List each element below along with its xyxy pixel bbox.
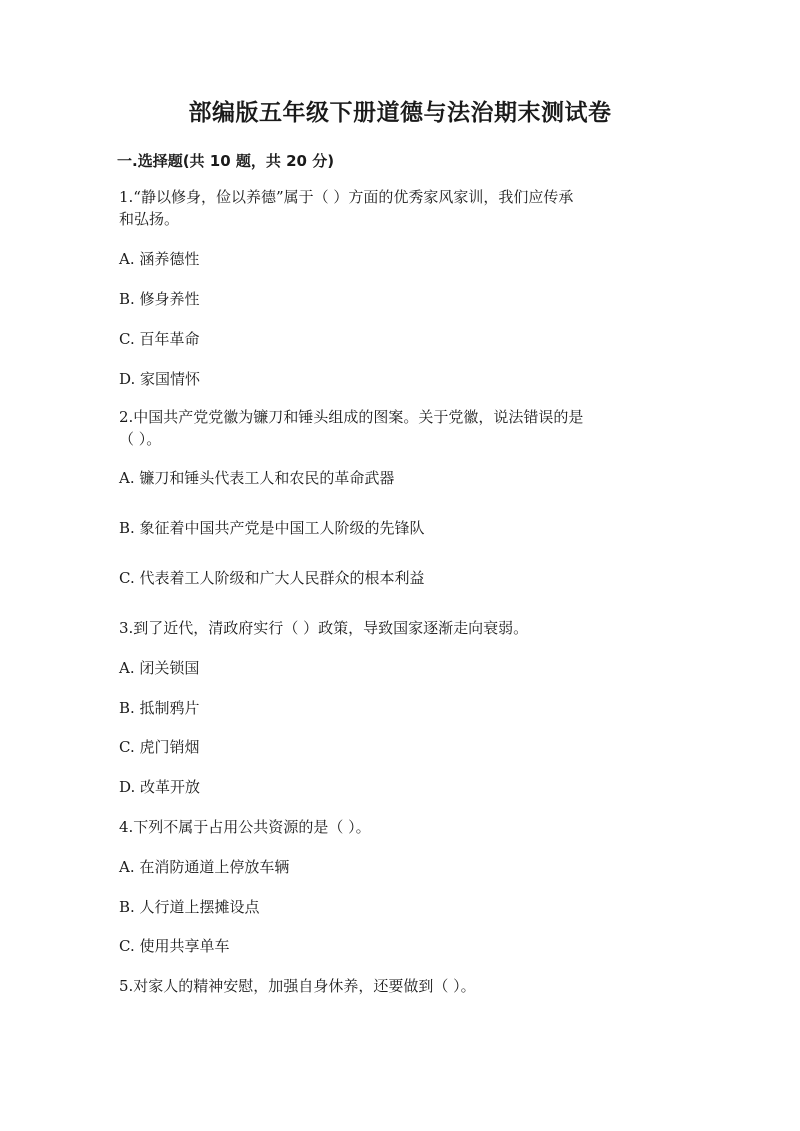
question-1-option-c: C. 百年革命 xyxy=(119,330,200,348)
question-4-stem: 4.下列不属于占用公共资源的是（ ）。 xyxy=(119,818,371,836)
question-1-stem-line1: 1.“静以修身，俭以养德”属于（ ）方面的优秀家风家训，我们应传承 xyxy=(119,188,574,206)
question-2-option-c: C. 代表着工人阶级和广大人民群众的根本利益 xyxy=(119,569,425,587)
question-1-option-a: A. 涵养德性 xyxy=(119,250,200,268)
question-3-stem: 3.到了近代，清政府实行（ ）政策，导致国家逐渐走向衰弱。 xyxy=(119,619,529,637)
question-4-option-c: C. 使用共享单车 xyxy=(119,937,230,955)
question-2-stem-line2: （ ）。 xyxy=(119,430,162,448)
question-5-stem: 5.对家人的精神安慰，加强自身休养，还要做到（ ）。 xyxy=(119,977,476,995)
section-heading: 一.选择题(共 10 题，共 20 分) xyxy=(117,152,335,170)
question-2-stem-line1: 2.中国共产党党徽为镰刀和锤头组成的图案。关于党徽，说法错误的是 xyxy=(119,408,584,426)
question-3-option-d: D. 改革开放 xyxy=(119,778,201,796)
question-3-option-b: B. 抵制鸦片 xyxy=(119,699,200,717)
question-2-option-b: B. 象征着中国共产党是中国工人阶级的先锋队 xyxy=(119,519,425,537)
question-3-option-c: C. 虎门销烟 xyxy=(119,738,200,756)
question-1-option-d: D. 家国情怀 xyxy=(119,370,201,388)
question-1-option-b: B. 修身养性 xyxy=(119,290,200,308)
question-3-option-a: A. 闭关锁国 xyxy=(119,659,200,677)
question-2-option-a: A. 镰刀和锤头代表工人和农民的革命武器 xyxy=(119,469,395,487)
question-4-option-b: B. 人行道上摆摊设点 xyxy=(119,898,260,916)
question-4-option-a: A. 在消防通道上停放车辆 xyxy=(119,858,290,876)
page-title: 部编版五年级下册道德与法治期末测试卷 xyxy=(188,100,612,126)
question-1-stem-line2: 和弘扬。 xyxy=(119,210,180,228)
